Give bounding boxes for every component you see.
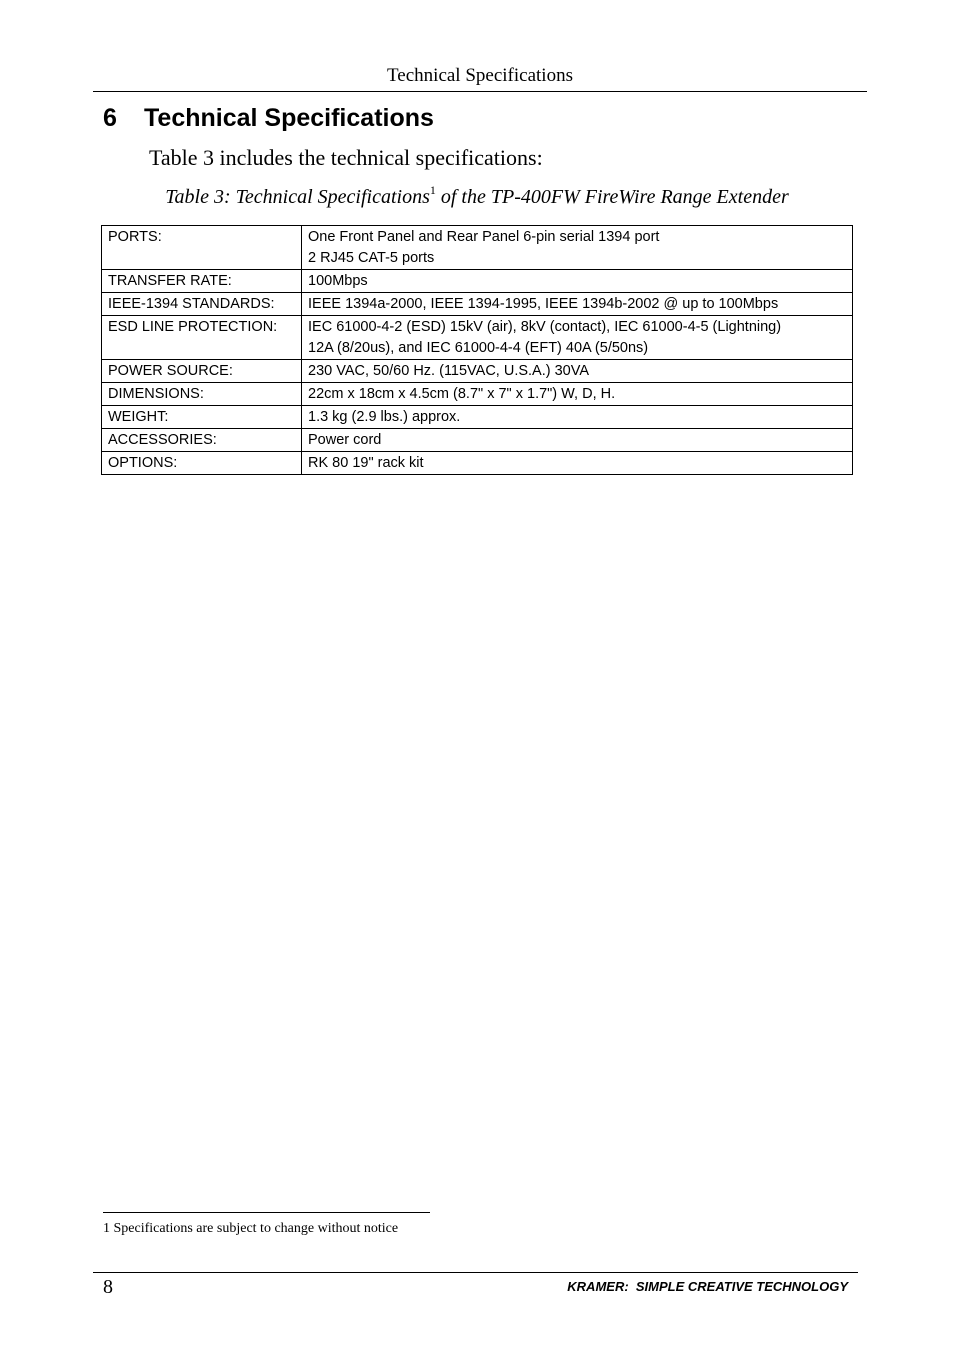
spec-value-line: RK 80 19" rack kit [308, 455, 424, 471]
spec-label: IEEE-1394 STANDARDS: [102, 293, 302, 316]
spec-row [102, 270, 853, 293]
footnote: 1 Specifications are subject to change without notice [103, 1221, 399, 1236]
footer-brand: KRAMER: SIMPLE CREATIVE TECHNOLOGY [567, 1279, 848, 1294]
footnote-reference: 1 [429, 183, 436, 197]
spec-value [302, 293, 853, 316]
table-caption [101, 183, 853, 211]
spec-value [302, 383, 853, 406]
spec-value-line: 1.3 kg (2.9 lbs.) approx. [308, 409, 461, 425]
spec-row [102, 383, 853, 406]
spec-value [302, 316, 853, 360]
spec-value [302, 429, 853, 452]
intro-paragraph: Table 3 includes the technical specifications: [149, 145, 543, 170]
header-divider [93, 91, 867, 92]
section-heading [103, 102, 434, 134]
spec-row [102, 429, 853, 452]
caption-text-continued: of the TP-400FW FireWire Range Extender [435, 186, 789, 208]
spec-label: ACCESSORIES: [102, 429, 302, 452]
spec-value-line: One Front Panel and Rear Panel 6-pin serial 1394 port [308, 229, 660, 245]
spec-value-line: Power cord [308, 432, 382, 448]
running-header: Technical Specifications [387, 65, 573, 86]
caption-text: Table 3: Technical Specifications [165, 186, 430, 208]
spec-value-line: 2 RJ45 CAT-5 ports [308, 250, 435, 266]
spec-label: PORTS: [102, 226, 302, 270]
spec-row [102, 452, 853, 475]
spec-label: DIMENSIONS: [102, 383, 302, 406]
footnote-divider [103, 1212, 430, 1213]
spec-row [102, 406, 853, 429]
spec-label: OPTIONS: [102, 452, 302, 475]
spec-value [302, 452, 853, 475]
spec-value-line: IEEE 1394a-2000, IEEE 1394-1995, IEEE 1394b-2002 @ up to 100Mbps [308, 296, 779, 312]
spec-value-line: IEC 61000-4-2 (ESD) 15kV (air), 8kV (contact), IEC 61000-4-5 (Lightning) [308, 319, 782, 335]
spec-row [102, 293, 853, 316]
spec-label: TRANSFER RATE: [102, 270, 302, 293]
spec-value-line: 100Mbps [308, 273, 368, 289]
spec-label: ESD LINE PROTECTION: [102, 316, 302, 360]
spec-value-line: 12A (8/20us), and IEC 61000-4-4 (EFT) 40A (5/50ns) [308, 340, 649, 356]
spec-value [302, 226, 853, 270]
page-number: 8 [103, 1276, 113, 1298]
section-title: Technical Specifications [144, 104, 434, 132]
spec-value [302, 406, 853, 429]
spec-value-line: 22cm x 18cm x 4.5cm (8.7" x 7" x 1.7") W, D, H. [308, 386, 616, 402]
footer-divider [93, 1272, 858, 1273]
spec-value-line: 230 VAC, 50/60 Hz. (115VAC, U.S.A.) 30VA [308, 363, 590, 379]
spec-row [102, 226, 853, 270]
spec-value [302, 360, 853, 383]
section-number: 6 [103, 104, 117, 132]
spec-row [102, 360, 853, 383]
spec-label: WEIGHT: [102, 406, 302, 429]
spec-value [302, 270, 853, 293]
specifications-table [101, 225, 853, 475]
spec-row [102, 316, 853, 360]
spec-label: POWER SOURCE: [102, 360, 302, 383]
